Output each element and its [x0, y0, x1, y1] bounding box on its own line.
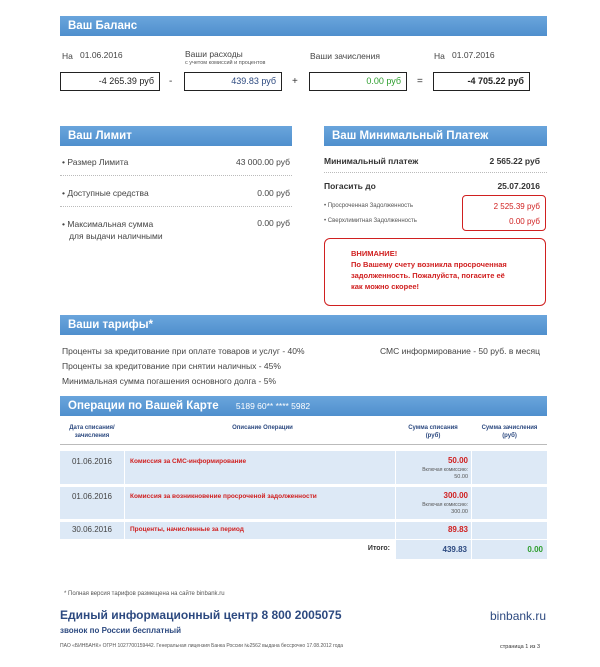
overdue-box [462, 195, 546, 231]
cash-max-label: • Максимальная сумма для выдачи наличными [62, 219, 163, 241]
divider [60, 206, 292, 207]
start-date: 01.06.2016 [80, 50, 123, 60]
overdue-text: Просроченная Задолженность [327, 203, 414, 209]
cash-max-text: Максимальная сумма [67, 219, 154, 229]
overlimit-text: Сверхлимитная Задолженность [327, 218, 417, 224]
operations-title: Операции по Вашей Карте [68, 400, 219, 412]
tariff-line: Проценты за кредитование при оплате товаров и услуг - 40% [62, 346, 305, 356]
available-text: Доступные средства [67, 188, 149, 198]
start-balance: -4 265.39 руб [60, 72, 160, 91]
row-date: 01.06.2016 [71, 457, 113, 466]
operations-header [60, 396, 547, 416]
divider [60, 444, 547, 445]
warning-box [324, 238, 546, 306]
card-number: 5189 60** **** 5982 [235, 401, 311, 411]
tariffs-header: Ваши тарифы* [60, 315, 547, 335]
expenses-value: 439.83 руб [184, 72, 282, 91]
minus-sign: - [169, 76, 173, 87]
info-center: Единый информационный центр 8 800 2005075 [60, 608, 342, 622]
total-debit: 439.83 [442, 545, 467, 554]
available-value: 0.00 руб [257, 188, 290, 198]
due-value: 25.07.2016 [497, 181, 540, 191]
min-payment-header: Ваш Минимальный Платеж [324, 126, 547, 146]
tariff-line: Минимальная сумма погашения основного долга - 5% [62, 376, 276, 386]
divider [60, 175, 292, 176]
end-balance: -4 705.22 руб [433, 72, 530, 91]
limit-header: Ваш Лимит [60, 126, 292, 146]
credits-label: Ваши зачисления [310, 51, 380, 61]
due-label: Погасить до [324, 181, 376, 191]
cash-max-text2: для выдачи наличными [69, 231, 163, 241]
warning-title: ВНИМАНИЕ! [351, 249, 398, 258]
col-desc-header: Описание Операции [232, 425, 293, 431]
row-desc: Проценты, начисленные за период [130, 526, 244, 533]
min-payment-value: 2 565.22 руб [489, 156, 540, 166]
total-credit-cell [472, 540, 547, 559]
balance-header: Ваш Баланс [60, 16, 547, 36]
min-payment-label: Минимальный платеж [324, 156, 419, 166]
col-debit-header: Сумма списания (руб) [408, 425, 458, 439]
warning-line: задолженность. Пожалуйста, погасите её [351, 271, 505, 280]
limit-size-value: 43 000.00 руб [235, 157, 290, 167]
overlimit-value: 0.00 руб [509, 217, 540, 226]
sms-tariff: СМС информирование - 50 руб. в месяц [380, 346, 540, 356]
legal-text: ПАО «БИНБАНК» ОГРН 1027700159442. Генеральная лицензия Банка России №2562 выдана бессрочно 17.08.2012 года [60, 643, 344, 649]
col-date-header: Дата списания/ зачисления [69, 425, 115, 439]
row-desc: Комиссия за возникновение просроченой задолженности [130, 493, 317, 500]
overdue-value: 2 525.39 руб [493, 202, 540, 211]
cash-max-value: 0.00 руб [257, 218, 290, 228]
table-row [60, 451, 547, 484]
equals-sign: = [417, 76, 423, 87]
table-row [60, 487, 547, 519]
tariff-line: Проценты за кредитование при снятии наличных - 45% [62, 361, 281, 371]
row-fee: 50.00 [454, 474, 468, 480]
col-credit-header: Сумма зачисления (руб) [481, 425, 538, 439]
total-credit: 0.00 [527, 545, 543, 554]
tariff-note: * Полная версия тарифов размещена на сайте binbank.ru [64, 591, 225, 597]
row-desc: Комиссия за СМС-информирование [130, 458, 247, 465]
site-link[interactable]: binbank.ru [490, 609, 547, 623]
row-fee-label: Включая комиссию: [422, 467, 468, 473]
end-date: 01.07.2016 [452, 50, 495, 60]
page-number: страница 1 из 3 [500, 644, 541, 650]
row-fee-label: Включая комиссию: [422, 502, 468, 508]
end-prefix: На [434, 51, 445, 61]
limit-size-label: • Размер Лимита [62, 157, 129, 167]
row-date: 01.06.2016 [71, 492, 113, 501]
total-debit-cell [396, 540, 471, 559]
warning-line: По Вашему счету возникла просроченная [351, 260, 507, 269]
divider [324, 172, 547, 173]
credits-value: 0.00 руб [309, 72, 407, 91]
row-date: 30.06.2016 [71, 525, 113, 534]
row-debit: 50.00 [447, 456, 468, 465]
limit-size-text: Размер Лимита [67, 157, 129, 167]
expenses-label: Ваши расходы [185, 49, 243, 59]
overlimit-label: • Сверхлимитная Задолженность [324, 218, 417, 224]
total-label: Итого: [367, 545, 390, 552]
row-debit: 300.00 [443, 491, 468, 500]
start-prefix: На [62, 51, 73, 61]
table-row [60, 522, 547, 539]
row-debit: 89.83 [447, 525, 468, 534]
warning-line: как можно скорее! [351, 282, 420, 291]
available-label: • Доступные средства [62, 188, 149, 198]
plus-sign: + [292, 76, 298, 87]
expenses-sub: с учетом комиссий и процентов [185, 60, 266, 66]
free-call: звонок по России бесплатный [60, 626, 182, 635]
overdue-label: • Просроченная Задолженность [324, 203, 414, 209]
row-fee: 300.00 [451, 509, 468, 515]
